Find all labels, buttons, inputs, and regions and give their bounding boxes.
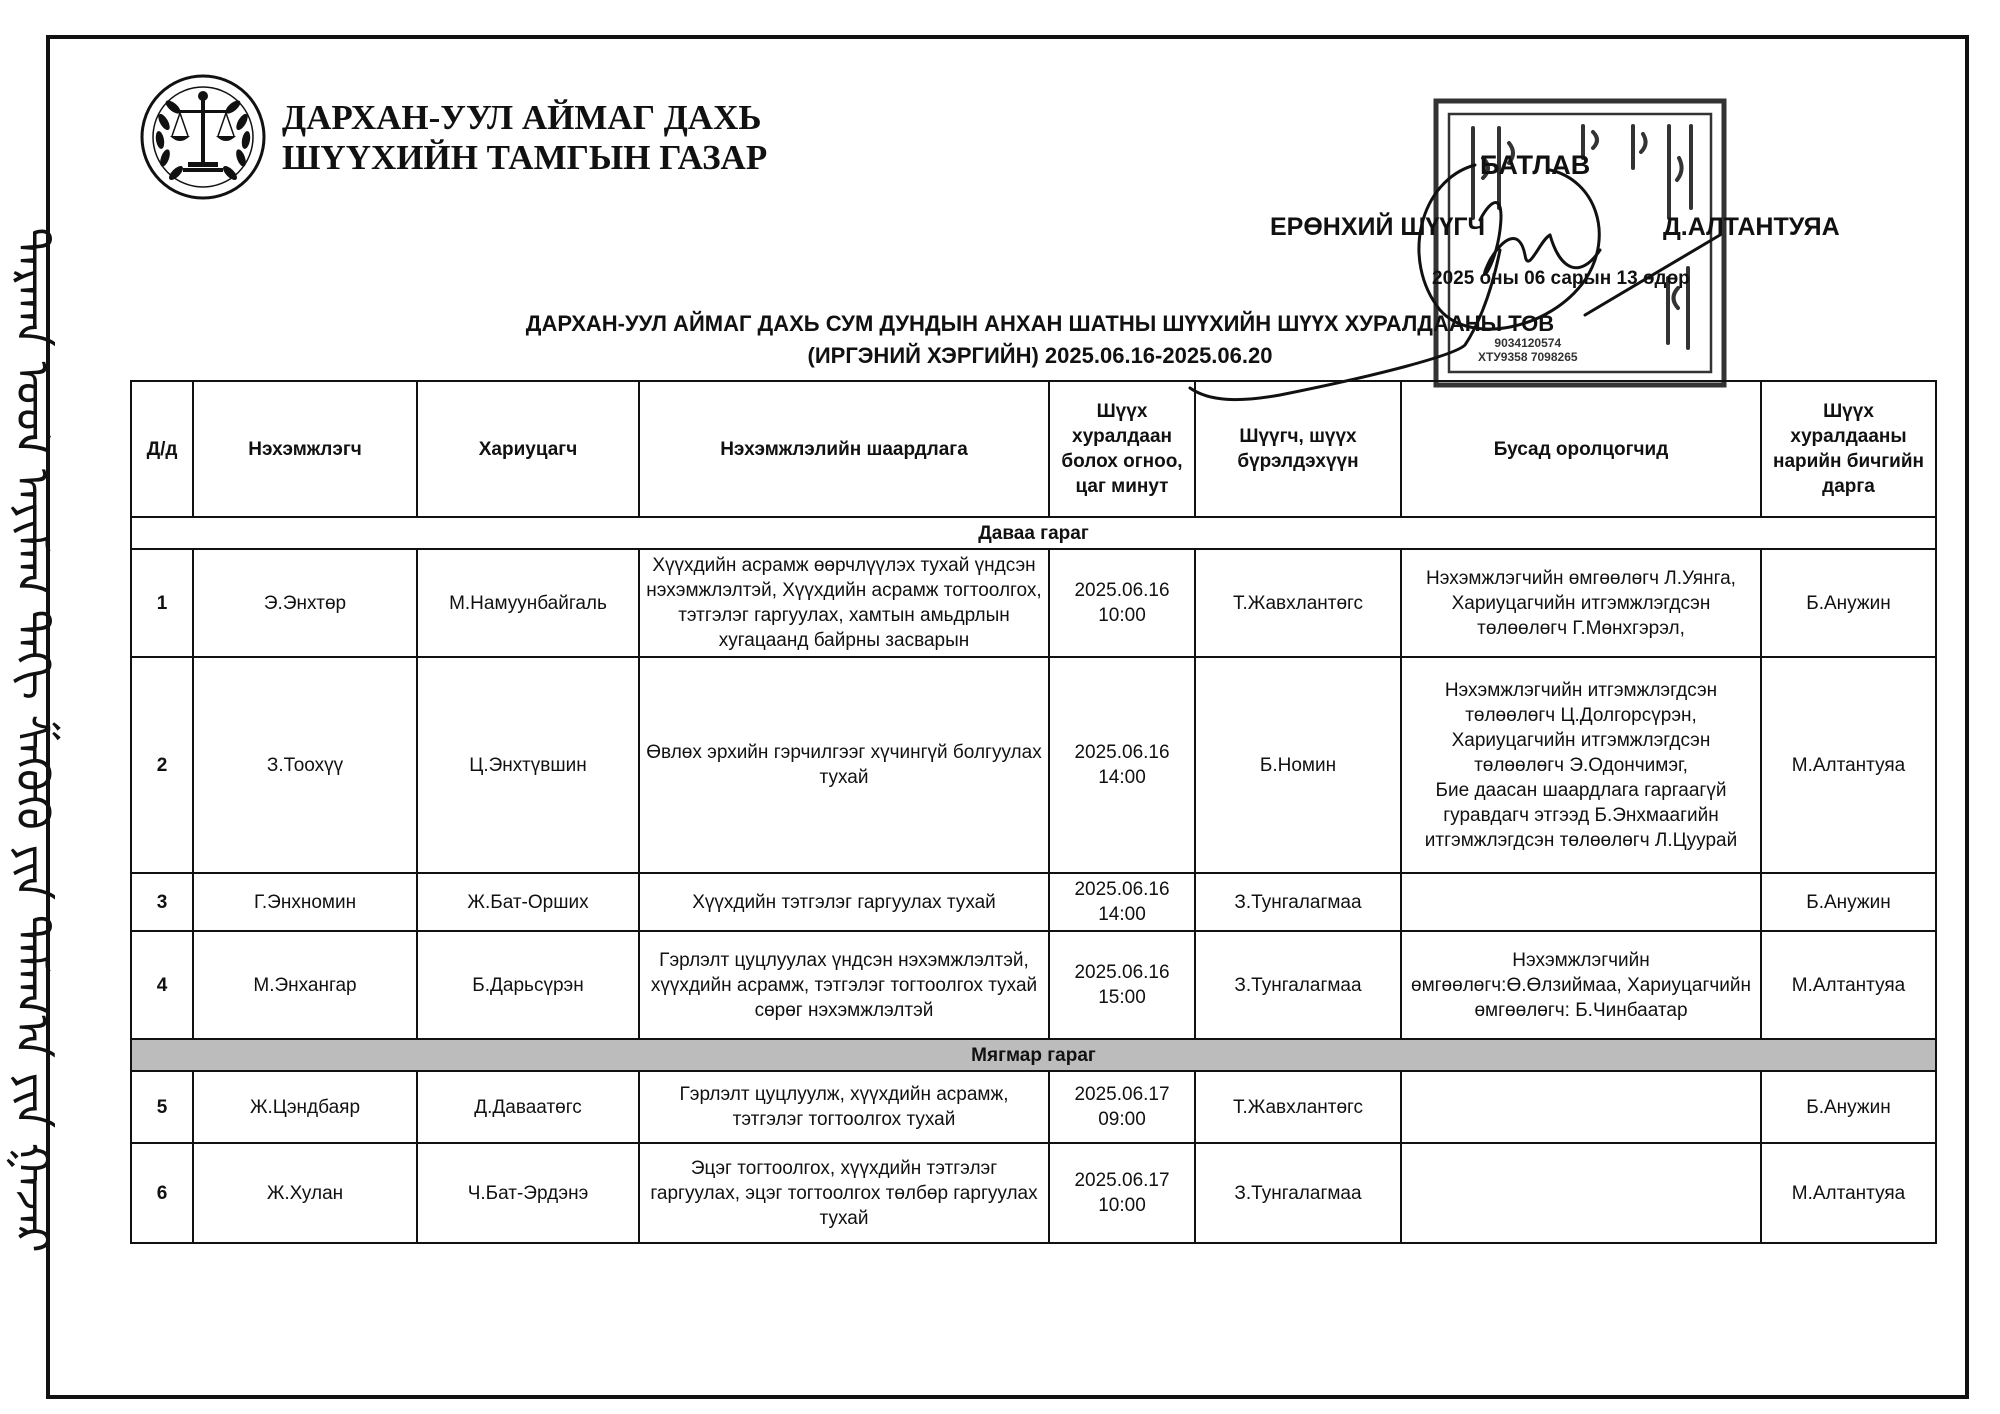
chief-judge-name: Д.АЛТАНТУЯА [1663,213,1840,241]
cell-other-participants [1401,873,1761,931]
court-emblem-icon [138,72,268,202]
approval-word: БАТЛАВ [1480,150,1591,180]
header-secretary: Шүүх хуралдааны нарийн бичгийн дарга [1761,381,1936,517]
header-claim: Нэхэмжлэлийн шаардлага [639,381,1049,517]
table-row [131,549,1936,657]
organization-name-line2: ШҮҮХИЙН ТАМГЫН ГАЗАР [282,138,768,177]
table-header-row [131,381,1936,517]
table-row [131,931,1936,1039]
table-row [131,1071,1936,1143]
cell-claim: Гэрлэлт цуцлуулж, хүүхдийн асрамж, тэтгэлэг тогтоолгох тухай [639,1071,1049,1143]
cell-judge: Т.Жавхлантөгс [1195,1071,1401,1143]
cell-claim: Хүүхдийн тэтгэлэг гаргуулах тухай [639,873,1049,931]
cell-claim: Хүүхдийн асрамж өөрчлүүлэх тухай үндсэн нэхэмжлэлтэй, Хүүхдийн асрамж тогтоолгох, тэтгэлэг гаргуулах, хамтын амьдрлын хугацаанд байрны засварын [639,549,1049,657]
cell-secretary: Б.Анужин [1761,1071,1936,1143]
header-defendant: Хариуцагч [417,381,639,517]
table-row [131,657,1936,873]
cell-number: 3 [131,873,193,931]
cell-datetime: 2025.06.17 09:00 [1049,1071,1195,1143]
cell-judge: Т.Жавхлантөгс [1195,549,1401,657]
cell-number: 6 [131,1143,193,1243]
mongolian-script-side-text [8,200,78,1280]
cell-other-participants: Нэхэмжлэгчийн өмгөөлөгч Л.Уянга, Хариуцагчийн итгэмжлэгдсэн төлөөлөгч Г.Мөнхгэрэл, [1401,549,1761,657]
day-row-tuesday [131,1039,1936,1071]
header-number: Д/д [131,381,193,517]
cell-datetime: 2025.06.16 14:00 [1049,657,1195,873]
cell-plaintiff: Ж.Цэндбаяр [193,1071,417,1143]
cell-plaintiff: З.Тоохүү [193,657,417,873]
document-title-line2: (ИРГЭНИЙ ХЭРГИЙН) 2025.06.16-2025.06.20 [807,343,1273,368]
header-other-participants: Бусад оролцогчид [1401,381,1761,517]
cell-other-participants: Нэхэмжлэгчийн өмгөөлөгч:Ө.Өлзиймаа, Хариуцагчийн өмгөөлөгч: Б.Чинбаатар [1401,931,1761,1039]
header-judge: Шүүгч, шүүх бүрэлдэхүүн [1195,381,1401,517]
organization-name-line1: ДАРХАН-УУЛ АЙМАГ ДАХЬ [282,98,762,137]
cell-defendant: Д.Даваатөгс [417,1071,639,1143]
cell-number: 4 [131,931,193,1039]
day-label: Мягмар гараг [131,1039,1936,1071]
mongolian-script-text: ᠳᠠᠷᠬᠠᠨ ᠤᠤᠯ ᠠᠶᠢᠮᠠᠭ ᠳᠠᠬᠢ ᠱᠡᠭᠦᠬᠦ ᠶᠢᠨ ᠲᠠᠮᠠᠭ᠎ᠠ ᠶᠢᠨ ᠭᠠᠵᠠᠷ [6,227,61,1253]
approval-date: 2025 оны 06 сарын 13 өдөр [1432,268,1690,289]
cell-secretary: М.Алтантуяа [1761,931,1936,1039]
cell-defendant: М.Намуунбайгаль [417,549,639,657]
cell-other-participants [1401,1143,1761,1243]
cell-defendant: Ч.Бат-Эрдэнэ [417,1143,639,1243]
cell-plaintiff: Г.Энхномин [193,873,417,931]
cell-other-participants [1401,1071,1761,1143]
day-label: Даваа гараг [131,517,1936,549]
cell-datetime: 2025.06.16 10:00 [1049,549,1195,657]
cell-defendant: Ц.Энхтүвшин [417,657,639,873]
day-row-monday [131,517,1936,549]
table-row [131,1143,1936,1243]
header-datetime: Шүүх хуралдаан болох огноо, цаг минут [1049,381,1195,517]
stamp-code-1: 9034120574 [1494,336,1562,350]
cell-plaintiff: Ж.Хулан [193,1143,417,1243]
cell-number: 1 [131,549,193,657]
cell-secretary: М.Алтантуяа [1761,1143,1936,1243]
cell-datetime: 2025.06.17 10:00 [1049,1143,1195,1243]
cell-secretary: М.Алтантуяа [1761,657,1936,873]
chief-judge-label: ЕРӨНХИЙ ШҮҮГЧ [1270,213,1486,241]
cell-defendant: Ж.Бат-Орших [417,873,639,931]
organization-name [282,98,767,178]
cell-judge: З.Тунгалагмаа [1195,931,1401,1039]
table-row [131,873,1936,931]
cell-other-participants: Нэхэмжлэгчийн итгэмжлэгдсэн төлөөлөгч Ц.Долгорсүрэн, Хариуцагчийн итгэмжлэгдсэн төлөөлөгч Э.Одончимэг, Бие даасан шаардлага гаргаагүй гуравдагч этгээд Б.Энхмаагийн итгэмжлэгдсэн төлөөлөгч Л.Цуурай [1401,657,1761,873]
cell-plaintiff: М.Энхангар [193,931,417,1039]
cell-number: 2 [131,657,193,873]
cell-datetime: 2025.06.16 15:00 [1049,931,1195,1039]
cell-claim: Өвлөх эрхийн гэрчилгээг хүчингүй болгуулах тухай [639,657,1049,873]
hearing-schedule-table [130,380,1937,1244]
cell-judge: З.Тунгалагмаа [1195,1143,1401,1243]
cell-datetime: 2025.06.16 14:00 [1049,873,1195,931]
cell-secretary: Б.Анужин [1761,549,1936,657]
document-title-line1: ДАРХАН-УУЛ АЙМАГ ДАХЬ СУМ ДУНДЫН АНХАН ШАТНЫ ШҮҮХИЙН ШҮҮХ ХУРАЛДААНЫ ТОВ [525,311,1555,336]
cell-plaintiff: Э.Энхтөр [193,549,417,657]
document-title [470,308,1610,372]
cell-secretary: Б.Анужин [1761,873,1936,931]
cell-claim: Эцэг тогтоолгох, хүүхдийн тэтгэлэг гаргуулах, эцэг тогтоолгох төлбөр гаргуулах тухай [639,1143,1049,1243]
cell-defendant: Б.Дарьсүрэн [417,931,639,1039]
header-plaintiff: Нэхэмжлэгч [193,381,417,517]
cell-judge: З.Тунгалагмаа [1195,873,1401,931]
cell-judge: Б.Номин [1195,657,1401,873]
stamp-code-2: ХТУ9358 7098265 [1478,350,1578,364]
cell-number: 5 [131,1071,193,1143]
cell-claim: Гэрлэлт цуцлуулах үндсэн нэхэмжлэлтэй, хүүхдийн асрамж, тэтгэлэг тогтоолгох тухай сөрөг нэхэмжлэлтэй [639,931,1049,1039]
